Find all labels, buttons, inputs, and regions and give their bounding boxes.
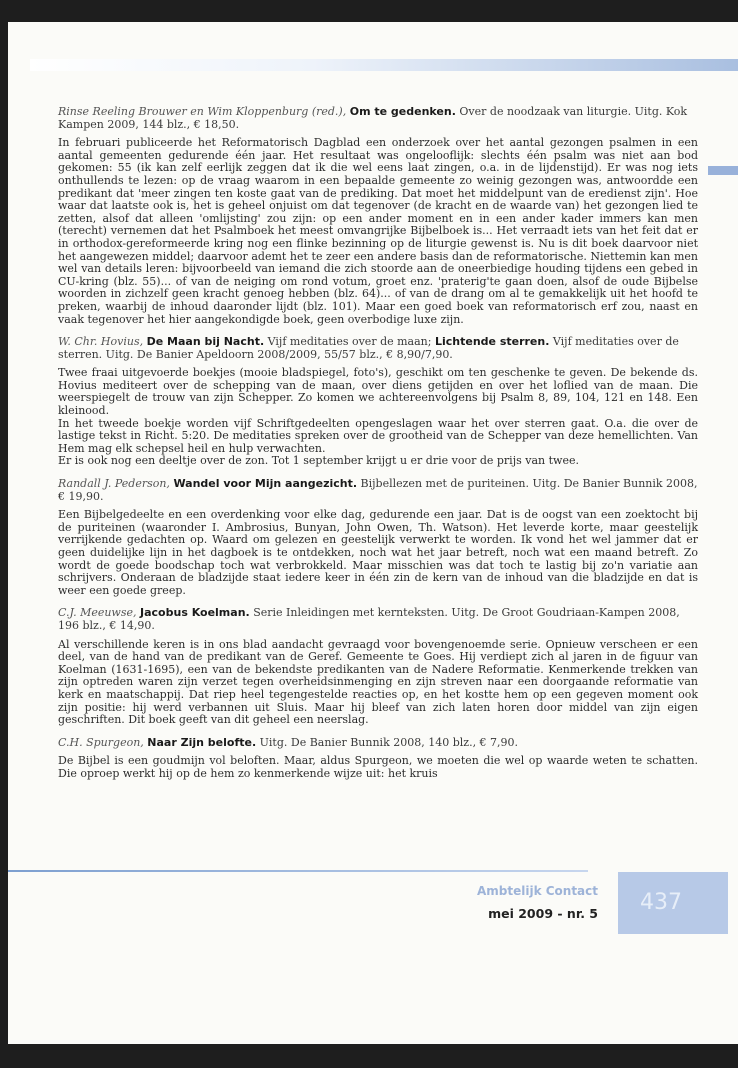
review-details: Uitg. De Banier Bunnik 2008, 140 blz., € 7,90.: [259, 735, 519, 749]
footer-rule: [8, 870, 588, 872]
review-title: De Maan bij Nacht.: [146, 335, 265, 349]
review-column: [58, 106, 698, 791]
page-footer: [428, 884, 728, 964]
magazine-name: Ambtelijk Contact: [476, 884, 598, 898]
side-accent-marker: [708, 166, 738, 175]
review-title: Jacobus Koelman.: [140, 606, 250, 620]
review-author: C.H. Spurgeon,: [58, 735, 144, 749]
review-entry: [58, 607, 698, 726]
review-details: Vijf meditaties over de maan;: [267, 335, 432, 349]
review-heading: [58, 478, 698, 503]
review-entry: [58, 106, 698, 326]
review-author: Rinse Reeling Brouwer en Wim Kloppenburg (red.),: [58, 105, 347, 118]
review-heading: [58, 106, 698, 131]
review-entry: [58, 478, 698, 597]
review-body: Al verschillende keren is in ons blad aandacht gevraagd voor bovengenoemde serie. Opnieuw verscheen er een deel, van de hand van de predikant van de Geref. Gemeente te Goes. Hij verdiept zich al jaren in de figuur van Koelman (1631-1695), een van de bekendste predikanten van de Nadere Reformatie. Kenmerkende trekken van zijn optreden waren zijn verzet tegen overheidsinmenging en zijn streven naar een doorgaande reformatie van kerk en maatschappij. Dat riep heel tegengestelde reacties op, en het kostte hem op een gegeven moment ook zijn positie: hij werd verbannen uit Sluis. Maar hij bleef van zich laten horen door middel van zijn eigen geschriften. Dit boek geeft van dit geheel een neerslag.: [58, 637, 698, 727]
review-body-third: Er is ook nog een deeltje over de zon. Tot 1 september krijgt u er drie voor de prijs van twee.: [58, 454, 579, 468]
review-heading: [58, 336, 698, 361]
review-body-second: In het tweede boekje worden vijf Schriftgedeelten opengeslagen waar het over sterren gaat. O.a. die over de lastige tekst in Richt. 5:20. De meditaties spreken over de grootheid van de Schepper van deze hemellichten. Van Hem mag elk schepsel heil en hulp verwachten.: [58, 416, 698, 455]
review-body: In februari publiceerde het Reformatorisch Dagblad een onderzoek over het aantal gezongen psalmen in een aantal gemeenten gedurende één jaar. Het resultaat was ongelooflijk: slechts één psalm was niet aan bod gekomen: 55 (ik kan zelf eerlijk zeggen dat ik die wel eens laat zingen, o.a. in de lijdenstijd). Er was nog iets onthullends te lezen: op de vraag waarom in een bepaalde gemeente zo weinig gezongen was, antwoordde een predikant dat 'meer zingen ten koste gaat van de prediking. Dat moet het middelpunt van de eredienst zijn'. Hoe waar dat laatste ook is, het is geheel onjuist om dat tegenover (de kracht en de waarde van) het gezongen lied te zetten, alsof dat alleen 'omlijsting' zou zijn: op een ander moment en in een ander kader immers kan men (terecht) vernemen dat het Psalmboek het meest omvangrijke Bijbelboek is... Het verraadt iets van het feit dat er in orthodox-gereformeerde kring nog een flinke bezinning op de liturgie gewenst is. Nu is dit boek daarvoor niet het aangewezen middel; daarvoor ademt het te zeer een andere basis dan de reformatorische. Niettemin kan men wel van details leren: bijvoorbeeld van iemand die zich stoorde aan de oneerbiedige houding tijdens een gebed in CU-kring (blz. 55)... of van de neiging om rond votum, groet enz. 'praterig'te gaan doen, alsof de oude Bijbelse woorden in zichzelf geen kracht genoeg hebben (blz. 64)... of van de drang om al te gemakkelijk uit het hoofd te preken, waarbij de inhoud daaronder lijdt (blz. 101). Maar een goed boek van reformatorisch erf zou, naast en vaak tegenover het hier aangekondigde boek, geen overbodige luxe zijn.: [58, 136, 698, 326]
review-title: Wandel voor Mijn aangezicht.: [173, 477, 358, 491]
review-body: Twee fraai uitgevoerde boekjes (mooie bladspiegel, foto's), geschikt om ten geschenke te geven. De bekende ds. Hovius mediteert over de schepping van de maan, over diens getijden en over het loflied van de maan. Die weerspiegelt de trouw van zijn Schepper. Zo komen we achtereenvolgens bij Psalm 8, 89, 104, 121 en 148. Een kleinood.: [58, 366, 698, 418]
review-title-second: Lichtende sterren.: [434, 335, 550, 349]
page-number: 437: [618, 872, 728, 934]
review-heading: [58, 607, 698, 632]
review-author: C.J. Meeuwse,: [58, 606, 137, 620]
page: [8, 22, 738, 1044]
review-title: Om te gedenken.: [349, 105, 456, 118]
review-body: De Bijbel is een goudmijn vol beloften. Maar, aldus Spurgeon, we moeten die wel op waarde weten te schatten. Die oproep werkt hij op de hem zo kenmerkende wijze uit: het kruis: [58, 754, 698, 780]
review-title: Naar Zijn belofte.: [147, 735, 257, 749]
review-heading: [58, 737, 698, 750]
review-entry: [58, 336, 698, 468]
review-author: W. Chr. Hovius,: [58, 335, 144, 349]
review-author: Randall J. Pederson,: [58, 477, 170, 491]
header-accent-bar: [30, 59, 738, 71]
review-details: Serie Inleidingen met kernteksten. Uitg. De Groot Goudriaan-Kampen 2008, 196 blz., € 14,90.: [58, 606, 680, 632]
review-details-second: Vijf meditaties over de sterren. Uitg. De Banier Apeldoorn 2008/2009, 55/57 blz., € 8,90/7,90.: [58, 335, 679, 361]
review-entry: [58, 737, 698, 781]
review-details: Bijbellezen met de puriteinen. Uitg. De Banier Bunnik 2008, € 19,90.: [58, 477, 698, 503]
review-body: Een Bijbelgedeelte en een overdenking voor elke dag, gedurende een jaar. Dat is de oogst van een zoektocht bij de puriteinen (waaronder I. Ambrosius, Bunyan, John Owen, Th. Watson). Het leverde korte, maar geestelijk verrijkende gedachten op. Waard om gelezen en geestelijk verwerkt te worden. Ik vond het wel jammer dat er geen duidelijke lijn in het dagboek is te ontdekken, noch wat het jaar betreft, noch wat een maand betreft. Zo wordt de goede boodschap toch wat verbrokkeld. Maar misschien was dat toch te lastig bij zo'n variatie aan schrijvers. Onderaan de bladzijde staat iedere keer in één zin de kern van de inhoud van die bladzijde en dat is weer een goede greep.: [58, 508, 698, 597]
review-details: Over de noodzaak van liturgie. Uitg. Kok Kampen 2009, 144 blz., € 18,50.: [58, 105, 688, 131]
issue-label: mei 2009 - nr. 5: [488, 906, 598, 921]
